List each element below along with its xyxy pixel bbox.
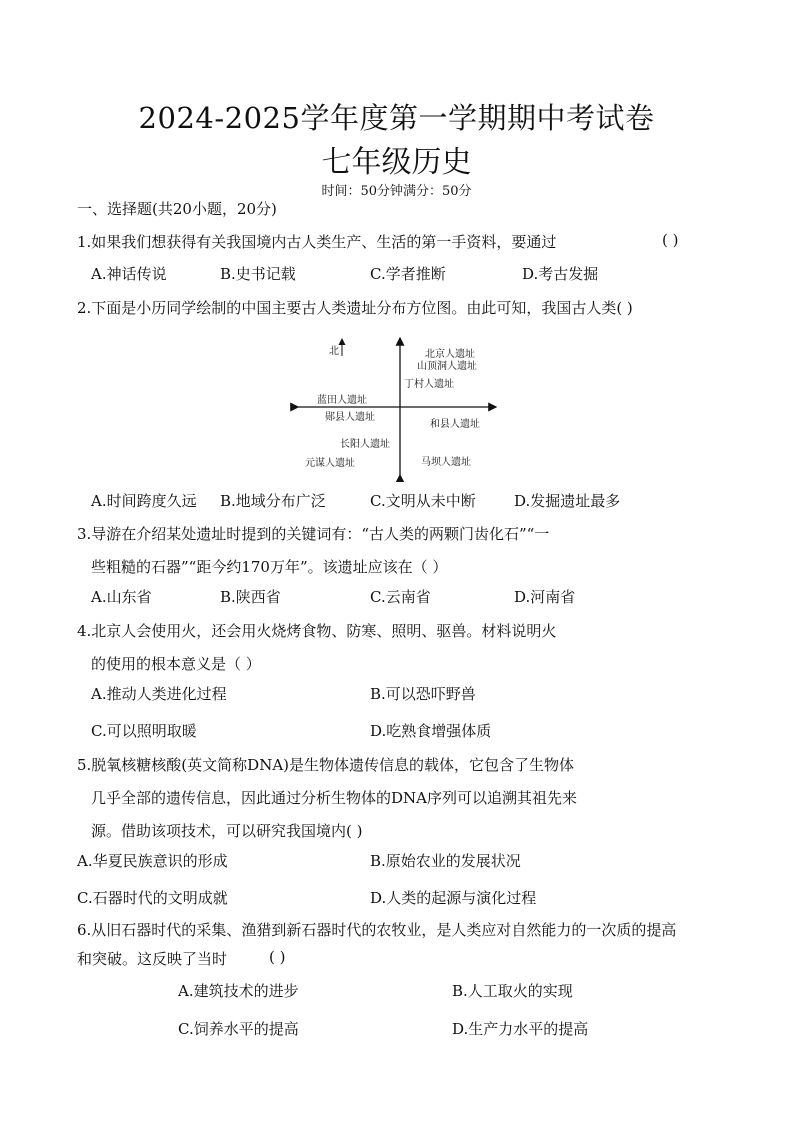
q1-option-a: A.神话传说 xyxy=(91,265,167,283)
q2-option-b: B.地域分布广泛 xyxy=(220,492,326,510)
site-label: 郧县人遗址 xyxy=(325,412,375,423)
q3-option-a: A.山东省 xyxy=(91,588,152,606)
site-label: 马坝人遗址 xyxy=(421,457,471,468)
site-label: 元谋人遗址 xyxy=(305,458,355,469)
exam-title: 2024-2025学年度第一学期期中考试卷 xyxy=(138,101,655,135)
q4-stem-line2: 的使用的根本意义是（ ） xyxy=(91,655,261,673)
q4-stem-line1: 4.北京人会使用火，还会用火烧烤食物、防寒、照明、驱兽。材料说明火 xyxy=(77,622,557,640)
q3-stem-line2: 些粗糙的石器”“距今约170万年”。该遗址应该在（ ） xyxy=(91,558,448,576)
q3-option-d: D.河南省 xyxy=(514,588,576,606)
q2-option-a: A.时间跨度久远 xyxy=(91,492,197,510)
q3-option-c: C.云南省 xyxy=(370,588,431,606)
q6-answer-paren: ( ) xyxy=(269,948,286,966)
q2-stem: 2.下面是小历同学绘制的中国主要古人类遗址分布方位图。由此可知，我国古人类( ) xyxy=(77,299,633,317)
q1-option-c: C.学者推断 xyxy=(370,265,446,283)
site-label: 和县人遗址 xyxy=(430,419,480,430)
q3-stem-line1: 3.导游在介绍某处遗址时提到的关键词有：“古人类的两颗门齿化石”“一 xyxy=(77,525,550,543)
site-label: 蓝田人遗址 xyxy=(317,395,367,406)
site-label: 丁村人遗址 xyxy=(404,379,454,390)
site-label: 北京人遗址 xyxy=(425,349,475,360)
q6-stem-line2: 和突破。这反映了当时 xyxy=(77,950,228,968)
q1-stem: 1.如果我们想获得有关我国境内古人类生产、生活的第一手资料，要通过 xyxy=(77,233,557,251)
q4-option-a: A.推动人类进化过程 xyxy=(91,685,227,703)
q5-stem-line2: 几乎全部的遗传信息，因此通过分析生物体的DNA序列可以追溯其祖先来 xyxy=(91,789,577,807)
q1-option-d: D.考古发掘 xyxy=(522,265,599,283)
q3-option-b: B.陕西省 xyxy=(220,588,281,606)
q4-option-c: C.可以照明取暖 xyxy=(91,722,197,740)
q5-option-d: D.人类的起源与演化过程 xyxy=(370,889,537,907)
q4-option-b: B.可以恐吓野兽 xyxy=(370,685,476,703)
q2-option-c: C.文明从未中断 xyxy=(370,492,476,510)
north-label: 北 xyxy=(329,346,339,357)
site-label: 山顶洞人遗址 xyxy=(417,361,477,372)
q6-stem-line1: 6.从旧石器时代的采集、渔猎到新石器时代的农牧业，是人类应对自然能力的一次质的提高 xyxy=(77,921,677,939)
q6-option-d: D.生产力水平的提高 xyxy=(452,1020,589,1038)
exam-time-info: 时间：50分钟满分：50分 xyxy=(321,184,472,199)
q5-stem-line1: 5.脱氧核糖核酸(英文简称DNA)是生物体遗传信息的载体，它包含了生物体 xyxy=(77,756,575,774)
q4-option-d: D.吃熟食增强体质 xyxy=(370,722,492,740)
q1-answer-paren: ( ) xyxy=(662,231,679,249)
site-label: 长阳人遗址 xyxy=(340,439,390,450)
section-heading: 一、选择题(共20小题，20分) xyxy=(77,200,277,218)
q6-option-c: C.饲养水平的提高 xyxy=(178,1020,299,1038)
q5-option-c: C.石器时代的文明成就 xyxy=(77,889,228,907)
site-distribution-diagram xyxy=(288,332,508,482)
q2-option-d: D.发掘遗址最多 xyxy=(514,492,621,510)
q6-option-a: A.建筑技术的进步 xyxy=(178,982,299,1000)
q5-stem-line3: 源。借助该项技术，可以研究我国境内( ) xyxy=(91,822,363,840)
q6-option-b: B.人工取火的实现 xyxy=(452,982,573,1000)
exam-subject: 七年级历史 xyxy=(321,145,472,180)
q1-option-b: B.史书记载 xyxy=(220,265,296,283)
q5-option-a: A.华夏民族意识的形成 xyxy=(77,852,228,870)
q5-option-b: B.原始农业的发展状况 xyxy=(370,852,521,870)
